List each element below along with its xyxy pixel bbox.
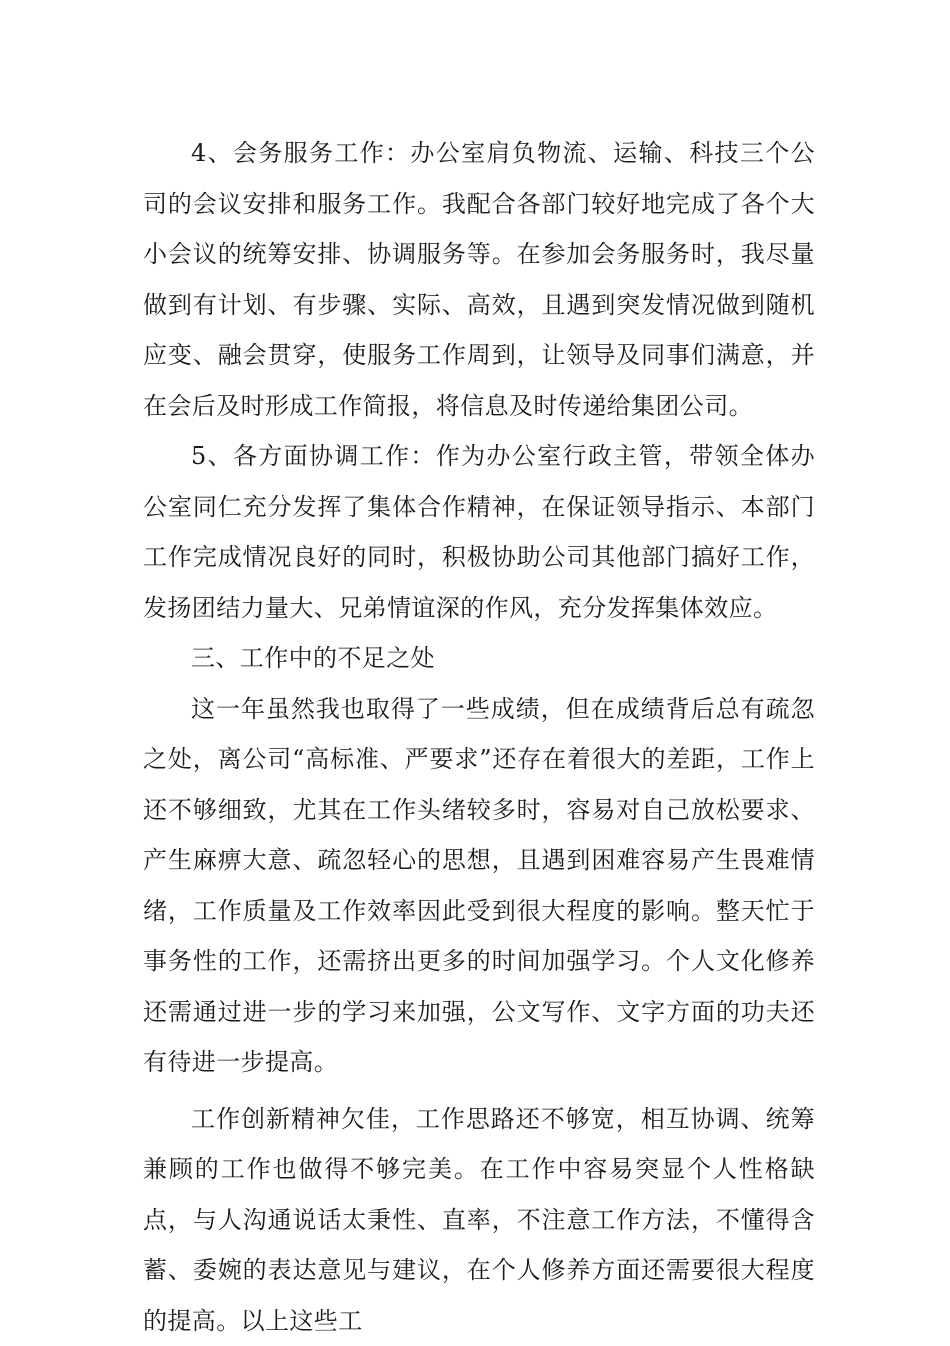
paragraph-shortcomings: 这一年虽然我也取得了一些成绩，但在成绩背后总有疏忽之处，离公司“高标准、严要求”还存在着很大的差距，工作上还不够细致，尤其在工作头绪较多时，容易对自己放松要求、产生麻痹大意、疏忽轻心的思想，且遇到困难容易产生畏难情绪，工作质量及工作效率因此受到很大程度的影响。整天忙于事务性的工作，还需挤出更多的时间加强学习。个人文化修养还需通过进一步的学习来加强，公文写作、文字方面的功夫还有待进一步提高。 <box>143 684 815 1088</box>
document-body <box>143 128 815 1346</box>
paragraph-innovation: 工作创新精神欠佳，工作思路还不够宽，相互协调、统筹兼顾的工作也做得不够完美。在工作中容易突显个人性格缺点，与人沟通说话太秉性、直率，不注意工作方法，不懂得含蓄、委婉的表达意见与建议，在个人修养方面还需要很大程度的提高。以上这些工 <box>143 1094 815 1346</box>
paragraph-meeting-services: 4、会务服务工作：办公室肩负物流、运输、科技三个公司的会议安排和服务工作。我配合各部门较好地完成了各个大小会议的统筹安排、协调服务等。在参加会务服务时，我尽量做到有计划、有步骤、实际、高效，且遇到突发情况做到随机应变、融会贯穿，使服务工作周到，让领导及同事们满意，并在会后及时形成工作简报，将信息及时传递给集团公司。 <box>143 128 815 431</box>
paragraph-coordination-work: 5、各方面协调工作：作为办公室行政主管，带领全体办公室同仁充分发挥了集体合作精神，在保证领导指示、本部门工作完成情况良好的同时，积极协助公司其他部门搞好工作，发扬团结力量大、兄弟情谊深的作风，充分发挥集体效应。 <box>143 431 815 633</box>
section-heading-shortcomings: 三、工作中的不足之处 <box>143 633 815 684</box>
